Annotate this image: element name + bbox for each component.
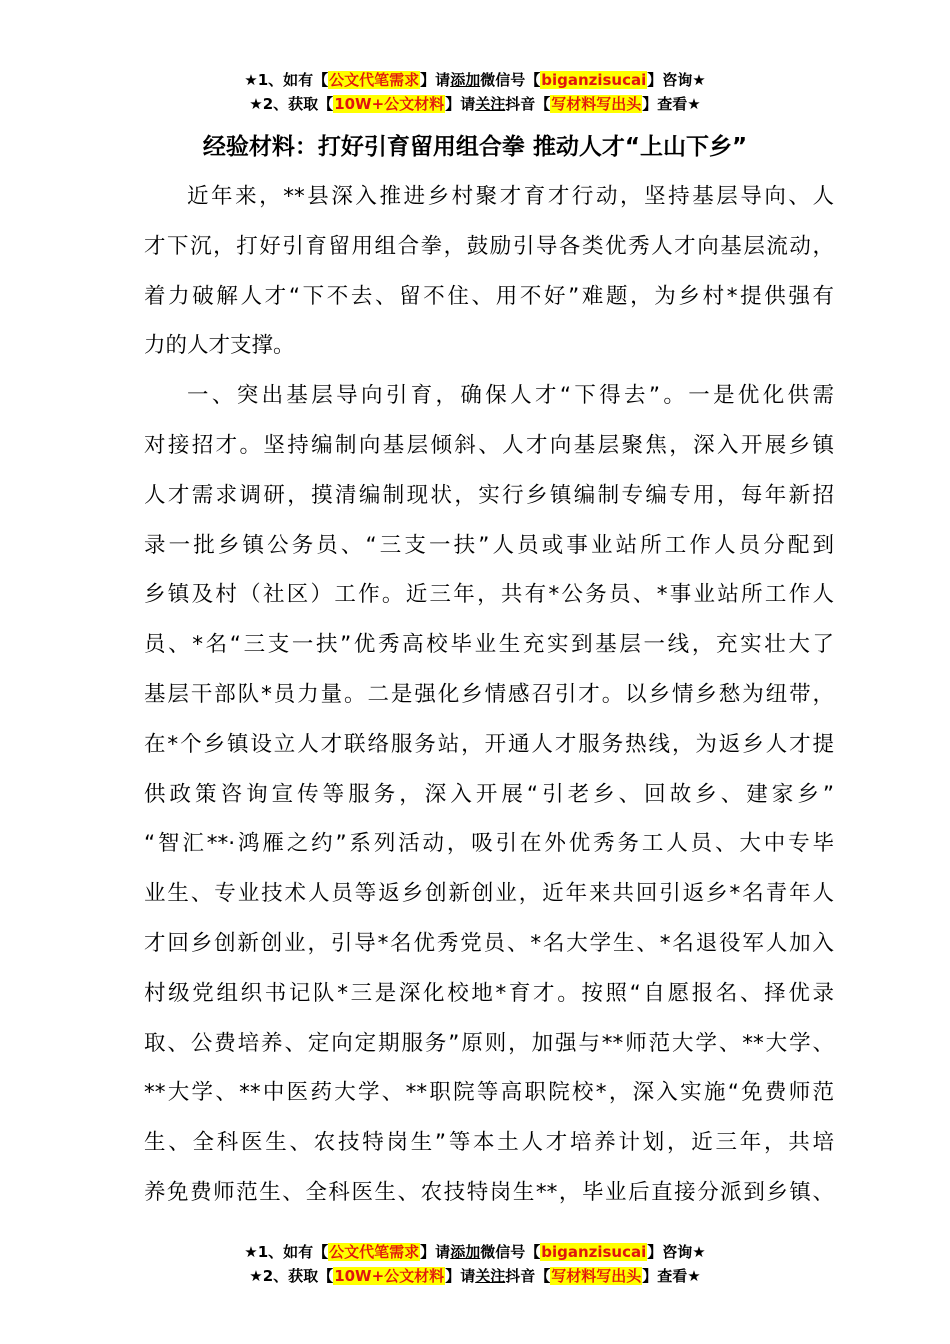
body-line: 村级党组织书记队*三是深化校地*育才。按照“自愿报名、择优录	[144, 980, 834, 1006]
document-body	[144, 172, 834, 1218]
promo-emphasis: 关注	[475, 95, 506, 113]
promo-wechat-id: biganzisucai	[541, 1243, 647, 1261]
promo-emphasis: 关注	[475, 1267, 506, 1285]
body-line: “智汇**·鸿雁之约”系列活动，吸引在外优秀务工人员、大中专毕	[144, 831, 834, 857]
body-line: 人才需求调研，摸清编制现状，实行乡镇编制专编专用，每年新招	[144, 482, 834, 508]
promo-highlight: 公文代笔需求	[329, 1243, 420, 1261]
promo-text: ★2、获取【	[249, 1267, 334, 1285]
promo-highlight: 10W+公文材料	[334, 1267, 445, 1285]
promo-highlight: 公文代笔需求	[329, 71, 420, 89]
promo-text: 抖音【	[505, 1267, 551, 1285]
body-line: 供政策咨询宣传等服务，深入开展“引老乡、回故乡、建家乡”	[144, 781, 834, 807]
promo-text: 微信号【	[480, 71, 541, 89]
body-line: 才下沉，打好引育留用组合拳，鼓励引导各类优秀人才向基层流动，	[144, 233, 834, 259]
promo-text: ★1、如有【	[244, 1243, 329, 1261]
promo-douyin-id: 写材料写出头	[551, 95, 642, 113]
body-line: 基层干部队*员力量。二是强化乡情感召引才。以乡情乡愁为纽带，	[144, 681, 834, 707]
promo-text: 】咨询★	[647, 1243, 706, 1261]
promo-text: 抖音【	[505, 95, 551, 113]
promo-line-1	[0, 1240, 950, 1264]
body-line: 在*个乡镇设立人才联络服务站，开通人才服务热线，为返乡人才提	[144, 731, 834, 757]
body-line: 一、突出基层导向引育，确保人才“下得去”。一是优化供需	[187, 383, 834, 409]
promo-highlight: 10W+公文材料	[334, 95, 445, 113]
promo-text: 】请	[445, 1267, 476, 1285]
promo-text: 】查看★	[642, 1267, 701, 1285]
body-line: 乡镇及村（社区）工作。近三年，共有*公务员、*事业站所工作人	[144, 582, 834, 608]
body-line: 着力破解人才“下不去、留不住、用不好”难题，为乡村*提供强有	[144, 283, 834, 309]
promo-text: ★2、获取【	[249, 95, 334, 113]
promo-text: 】查看★	[642, 95, 701, 113]
promo-wechat-id: biganzisucai	[541, 71, 647, 89]
promo-emphasis: 添加	[450, 1243, 481, 1261]
promo-text: 】请	[420, 1243, 451, 1261]
promo-text: 微信号【	[480, 1243, 541, 1261]
body-line: 养免费师范生、全科医生、农技特岗生**，毕业后直接分派到乡镇、	[144, 1179, 834, 1205]
body-line: 生、全科医生、农技特岗生”等本土人才培养计划，近三年，共培	[144, 1130, 834, 1156]
promo-text: 】咨询★	[647, 71, 706, 89]
promo-line-1	[0, 68, 950, 92]
body-line: 近年来，**县深入推进乡村聚才育才行动，坚持基层导向、人	[187, 184, 834, 209]
body-line: **大学、**中医药大学、**职院等高职院校*，深入实施“免费师范	[144, 1080, 834, 1106]
promo-emphasis: 添加	[450, 71, 481, 89]
body-line: 才回乡创新创业，引导*名优秀党员、*名大学生、*名退役军人加入	[144, 930, 834, 956]
promo-text: 】请	[420, 71, 451, 89]
body-line: 取、公费培养、定向定期服务”原则，加强与**师范大学、**大学、	[144, 1030, 834, 1056]
promo-banner-top	[0, 68, 950, 116]
document-title: 经验材料：打好引育留用组合拳 推动人才“上山下乡”	[202, 134, 748, 160]
promo-line-2	[0, 92, 950, 116]
promo-line-2	[0, 1264, 950, 1288]
promo-banner-bottom	[0, 1240, 950, 1288]
body-line: 对接招才。坚持编制向基层倾斜、人才向基层聚焦，深入开展乡镇	[144, 432, 834, 458]
promo-douyin-id: 写材料写出头	[551, 1267, 642, 1285]
promo-text: ★1、如有【	[244, 71, 329, 89]
body-line: 录一批乡镇公务员、“三支一扶”人员或事业站所工作人员分配到	[144, 532, 834, 558]
body-line: 力的人才支撑。	[144, 333, 295, 359]
body-line: 业生、专业技术人员等返乡创新创业，近年来共回引返乡*名青年人	[144, 881, 834, 907]
promo-text: 】请	[445, 95, 476, 113]
body-line: 员、*名“三支一扶”优秀高校毕业生充实到基层一线，充实壮大了	[144, 632, 834, 658]
